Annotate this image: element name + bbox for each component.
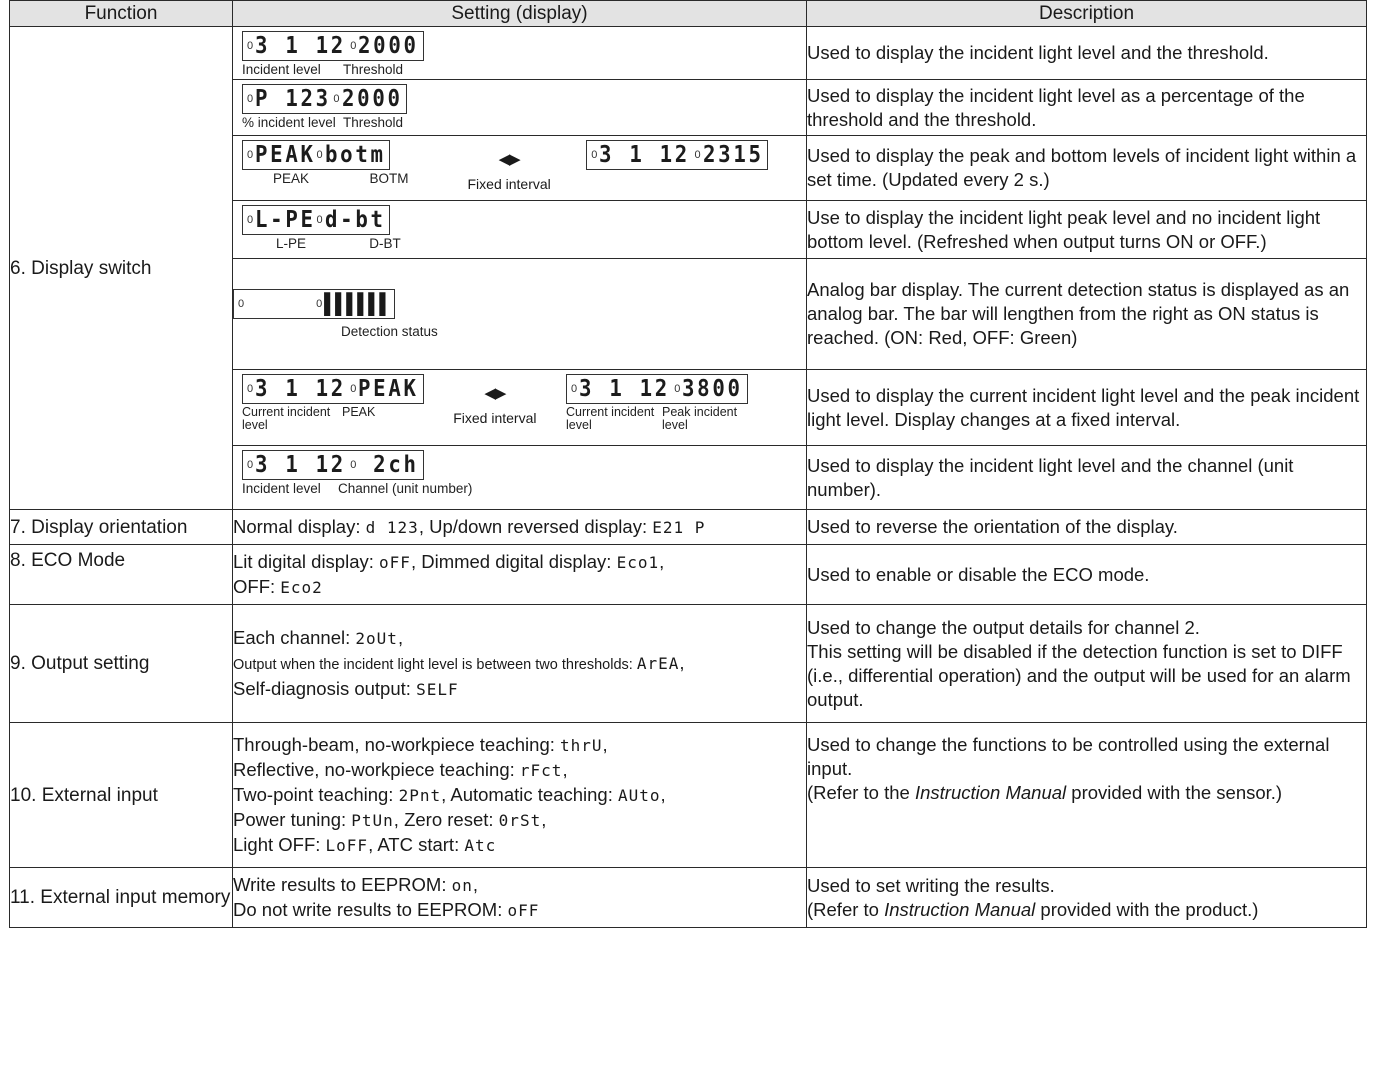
setting-text: , xyxy=(397,626,404,648)
table-row xyxy=(10,545,1367,605)
swap-arrows-icon: ◀▶ xyxy=(498,151,520,168)
display-code: oFF xyxy=(379,552,411,572)
setting-cell xyxy=(233,868,807,928)
function-cell: 6. Display switch xyxy=(10,27,233,510)
setting-text: OFF: xyxy=(233,575,281,597)
caption: Threshold xyxy=(343,115,404,130)
description-cell: Used to display the current incident light level and the peak incident light level. Display changes at a fixed interval. xyxy=(807,370,1367,446)
setting-text: , Dimmed digital display: xyxy=(410,550,617,572)
table-row xyxy=(10,723,1367,868)
display-code: oFF xyxy=(507,900,540,920)
decimal-dot: 0 xyxy=(350,383,357,395)
setting-text: Light OFF: xyxy=(233,833,326,855)
display-value-a: PEAK xyxy=(255,142,316,168)
display-value-a: 3 1 12 xyxy=(599,142,691,168)
display-value-a: P 123 xyxy=(255,86,331,112)
setting-cell xyxy=(233,605,807,723)
caption: PEAK xyxy=(272,171,310,186)
description-cell xyxy=(807,605,1367,723)
digital-display xyxy=(242,31,424,77)
digital-display xyxy=(242,84,407,130)
setting-cell xyxy=(233,27,807,80)
header-description: Description xyxy=(807,1,1367,27)
function-cell: 9. Output setting xyxy=(10,605,233,723)
setting-text: Normal display: xyxy=(233,515,366,537)
digital-display xyxy=(566,374,760,432)
digital-display xyxy=(242,205,430,251)
display-value-a: 3 1 12 xyxy=(255,33,347,59)
caption: L-PE xyxy=(275,236,306,251)
caption: BOTM xyxy=(369,171,409,186)
display-code: d 123 xyxy=(365,517,419,537)
arrow-label: Fixed interval xyxy=(453,410,537,426)
caption: Threshold xyxy=(343,62,404,77)
table-row xyxy=(10,868,1367,928)
description-text: provided with the product.) xyxy=(1035,898,1259,920)
display-code: Eco2 xyxy=(280,577,323,597)
function-cell: 8. ECO Mode xyxy=(10,545,233,605)
decimal-dot: 0 xyxy=(316,298,323,310)
display-value-b: d-bt xyxy=(324,207,386,233)
decimal-dot: 0 xyxy=(247,40,254,52)
description-text: provided with the sensor.) xyxy=(1066,782,1283,803)
setting-cell xyxy=(233,446,807,510)
description-cell xyxy=(807,868,1367,928)
description-text: (Refer to the xyxy=(807,782,915,803)
function-cell: 11. External input memory xyxy=(10,868,233,928)
display-code: 2Pnt xyxy=(398,785,442,805)
display-value-a: 3 1 12 xyxy=(579,376,671,402)
display-value-b: 2000 xyxy=(358,33,419,59)
display-box xyxy=(242,140,390,170)
decimal-dot: 0 xyxy=(247,459,254,471)
setting-text: , Up/down reversed display: xyxy=(418,515,653,537)
fixed-interval-indicator xyxy=(459,148,559,196)
description-text: (Refer to xyxy=(807,898,885,920)
display-code: Atc xyxy=(464,835,497,855)
function-settings-table xyxy=(9,0,1367,928)
caption: % incident level xyxy=(242,115,336,130)
display-code: thrU xyxy=(560,735,603,755)
table-row xyxy=(10,510,1367,545)
display-box xyxy=(233,289,395,319)
description-text: Used to set writing the results. xyxy=(807,874,1055,896)
decimal-dot: 0 xyxy=(247,383,254,395)
description-cell: Used to enable or disable the ECO mode. xyxy=(807,545,1367,605)
setting-text: Each channel: xyxy=(233,626,356,648)
caption: Incident level xyxy=(242,62,321,77)
function-cell: 10. External input xyxy=(10,723,233,868)
setting-cell xyxy=(233,259,807,370)
setting-text: Output when the incident light level is between two thresholds: xyxy=(233,656,637,673)
display-value-b: 2000 xyxy=(341,86,403,112)
function-cell: 7. Display orientation xyxy=(10,510,233,545)
description-cell: Used to display the incident light level as a percentage of the threshold and the threshold. xyxy=(807,80,1367,136)
header-function: Function xyxy=(10,1,233,27)
display-box xyxy=(566,374,748,404)
caption: Channel (unit number) xyxy=(338,481,473,496)
display-code: SELF xyxy=(416,679,459,699)
decimal-dot: 0 xyxy=(350,40,357,52)
digital-display xyxy=(586,140,768,170)
decimal-dot: 0 xyxy=(694,149,701,161)
description-text: Used to change the output details for channel 2. xyxy=(807,616,1200,638)
description-text: This setting will be disabled if the detection function is set to DIFF (i.e., differential operation) and the output will be used for an alarm output. xyxy=(807,640,1351,710)
manual-reference: Instruction Manual xyxy=(914,782,1067,803)
caption: Incident level xyxy=(242,481,321,496)
setting-text: , xyxy=(541,808,547,830)
setting-text: , xyxy=(602,733,608,755)
setting-cell xyxy=(233,723,807,868)
digital-display xyxy=(242,140,438,186)
caption: Current incident level xyxy=(242,405,331,432)
table-header-row xyxy=(10,1,1367,27)
setting-text: Through-beam, no-workpiece teaching: xyxy=(233,733,561,755)
description-cell: Use to display the incident light peak level and no incident light bottom level. (Refreshed when output turns ON or OFF.) xyxy=(807,201,1367,259)
setting-text: Self-diagnosis output: xyxy=(233,677,417,699)
manual-reference: Instruction Manual xyxy=(884,898,1036,920)
setting-cell xyxy=(233,510,807,545)
digital-display xyxy=(242,374,424,432)
display-value-b: PEAK xyxy=(358,376,419,402)
decimal-dot: 0 xyxy=(247,93,254,105)
decimal-dot: 0 xyxy=(316,149,323,161)
display-value-b: 2315 xyxy=(702,142,764,168)
setting-cell xyxy=(233,545,807,605)
description-cell: Used to display the incident light level and the threshold. xyxy=(807,27,1367,80)
description-cell: Analog bar display. The current detection status is displayed as an analog bar. The bar will lengthen from the right as ON status is reached. (ON: Red, OFF: Green) xyxy=(807,259,1367,370)
setting-text: Lit digital display: xyxy=(233,550,380,572)
description-cell: Used to display the peak and bottom levels of incident light within a set time. (Updated every 2 s.) xyxy=(807,136,1367,201)
arrow-label: Fixed interval xyxy=(467,176,551,192)
display-box xyxy=(242,84,407,114)
display-code: LoFF xyxy=(325,835,369,855)
setting-cell xyxy=(233,136,807,201)
setting-text: , xyxy=(562,758,568,780)
display-box xyxy=(242,374,424,404)
display-box xyxy=(586,140,768,170)
decimal-dot: 0 xyxy=(247,149,254,161)
display-code: ArEA xyxy=(636,653,680,673)
display-value-a xyxy=(246,290,316,318)
display-value-a: 3 1 12 xyxy=(255,376,347,402)
setting-text: , xyxy=(472,873,479,895)
description-cell: Used to display the incident light level and the channel (unit number). xyxy=(807,446,1367,510)
display-value-a: L-PE xyxy=(255,207,316,233)
display-code: rFct xyxy=(519,760,563,780)
setting-cell xyxy=(233,201,807,259)
table-row xyxy=(10,27,1367,80)
display-code: on xyxy=(451,875,473,895)
caption: D-BT xyxy=(369,236,401,251)
decimal-dot: 0 xyxy=(333,93,340,105)
fixed-interval-indicator xyxy=(445,382,545,430)
table-row xyxy=(10,605,1367,723)
description-cell: Used to reverse the orientation of the display. xyxy=(807,510,1367,545)
setting-text: Power tuning: xyxy=(233,808,352,830)
caption: Peak incident level xyxy=(662,405,738,432)
display-code: E21 P xyxy=(652,517,706,537)
description-cell xyxy=(807,723,1367,868)
setting-text: , xyxy=(660,783,666,805)
decimal-dot: 0 xyxy=(591,149,598,161)
decimal-dot: 0 xyxy=(350,459,357,471)
display-value-b: botm xyxy=(324,142,386,168)
decimal-dot: 0 xyxy=(674,383,681,395)
swap-arrows-icon: ◀▶ xyxy=(484,385,506,402)
display-box xyxy=(242,205,390,235)
setting-text: Do not write results to EEPROM: xyxy=(233,898,508,920)
caption: PEAK xyxy=(342,405,376,419)
decimal-dot: 0 xyxy=(316,214,323,226)
digital-display xyxy=(233,289,438,339)
setting-text: Two-point teaching: xyxy=(233,783,399,805)
display-code: PtUn xyxy=(351,810,394,830)
display-box xyxy=(242,450,424,480)
setting-text: Reflective, no-workpiece teaching: xyxy=(233,758,520,780)
setting-text: Write results to EEPROM: xyxy=(233,873,452,895)
display-code: 2oUt xyxy=(355,628,398,648)
analog-bar-display: ▌▌▌▌▌▌ xyxy=(324,292,391,316)
display-code: Eco1 xyxy=(616,552,660,572)
decimal-dot: 0 xyxy=(238,298,245,310)
display-code: AUto xyxy=(618,785,661,805)
setting-text: , xyxy=(659,550,665,572)
display-value-a: 3 1 12 xyxy=(255,452,347,478)
digital-display xyxy=(242,450,472,496)
setting-cell xyxy=(233,370,807,446)
setting-text: , Automatic teaching: xyxy=(441,783,618,805)
setting-text: , xyxy=(679,651,685,673)
display-value-b: 2ch xyxy=(358,452,419,478)
decimal-dot: 0 xyxy=(571,383,578,395)
description-text: Used to change the functions to be controlled using the external input. xyxy=(807,734,1330,779)
caption: Detection status xyxy=(341,324,438,339)
header-setting: Setting (display) xyxy=(233,1,807,27)
display-code: 0rSt xyxy=(498,810,542,830)
display-box xyxy=(242,31,424,61)
setting-cell xyxy=(233,80,807,136)
caption: Current incident level xyxy=(566,405,655,432)
setting-text: , ATC start: xyxy=(368,833,465,855)
display-value-b: 3800 xyxy=(682,376,744,402)
decimal-dot: 0 xyxy=(247,214,254,226)
setting-text: , Zero reset: xyxy=(393,808,499,830)
